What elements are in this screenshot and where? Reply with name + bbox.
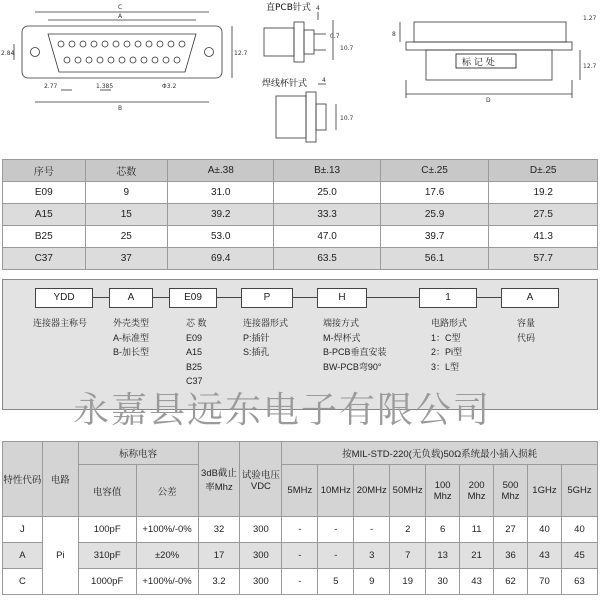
pn-desc-title: 连接器主称号 [33,318,88,328]
table-cell: 63 [561,569,597,595]
pn-desc-main [33,316,87,331]
table-cell: 3 [354,543,390,569]
loss-header-cell [78,442,198,465]
dim-c: C [118,4,123,11]
dim-left: 2.84 [1,50,15,57]
pn-desc-circuit [431,316,467,374]
circuit-cell: Pi [42,517,78,595]
table-cell: 43 [527,543,561,569]
pn-code-box: A [501,288,559,308]
table-cell: 17 [198,543,240,569]
freq-header: 20MHz [354,465,390,517]
table-cell: J [3,517,43,543]
dim-pitch2: 1.385 [96,83,114,90]
pcb-dim-top: 4 [316,5,320,12]
pn-desc-title: 端接方式 [323,318,360,328]
pn-desc-line: P:插针 [243,332,270,343]
solder-dim-1: 10.7 [340,115,354,122]
table-cell: +100%/-0% [136,569,198,595]
pcb-dim-1: 0.7 [330,33,340,40]
pn-desc-line: M-焊杯式 [323,332,361,343]
table-cell: 39.7 [380,226,489,248]
table-cell: 25 [85,226,168,248]
table-cell: 19 [390,569,426,595]
feature-code-header: 特性代码 [3,475,42,486]
table-cell: 300 [240,569,282,595]
table-cell: 39.2 [168,204,274,226]
table-cell: 15 [85,204,168,226]
pn-desc-line: 1：C型 [431,332,461,343]
pn-code-box: A [109,288,153,308]
table-row [3,517,598,543]
table-cell: 40 [561,517,597,543]
dim-hole: Φ3.2 [162,83,177,90]
loss-header-row [3,465,598,517]
table-cell: 300 [240,543,282,569]
pn-code-box: E09 [169,288,217,308]
pn-code-box: P [241,288,293,308]
table-row [3,569,598,595]
table-cell: - [354,517,390,543]
pn-code-box: YDD [35,288,93,308]
table-cell: 45 [561,543,597,569]
table-cell: B25 [3,226,86,248]
table-cell: A15 [3,204,86,226]
dim-header-cell: A±.38 [168,160,274,182]
table-cell: 32 [198,517,240,543]
pcb-pin-view [264,12,333,62]
pn-desc-line: E09 [186,332,203,343]
table-cell: 41.3 [489,226,598,248]
table-cell: 25.0 [274,182,380,204]
table-row [3,182,598,204]
pn-desc-shell [113,316,149,360]
table-row [3,226,598,248]
dim-header-cell: 芯数 [85,160,168,182]
table-cell: 37 [85,248,168,270]
table-cell: 13 [426,543,460,569]
connector-line [93,297,109,298]
pn-desc-title: 芯 数 [186,318,207,328]
pn-desc-line: 代码 [517,332,536,343]
dim-pitch1: 2.77 [44,83,58,90]
table-cell: 21 [460,543,494,569]
table-cell: 300 [240,517,282,543]
table-row [3,204,598,226]
table-cell: 33.3 [274,204,380,226]
freq-header: 5MHz [282,465,318,517]
insertion-loss-table [2,441,598,595]
dim-header-cell: D±.25 [489,160,598,182]
part-number-legend [2,279,598,431]
pn-desc-line: B-加长型 [113,347,150,357]
dim-a: A [118,13,123,20]
pn-desc-line: BW-PCB弯90° [323,361,382,372]
table-cell: 40 [527,517,561,543]
solder-cup-view [276,84,336,142]
pn-desc-line: A-标准型 [113,332,150,343]
table-cell: 31.0 [168,182,274,204]
table-cell: 25.9 [380,204,489,226]
loss-header-cell [3,442,43,517]
side-dim-127a: 1.27 [583,15,597,22]
table-cell: - [318,543,354,569]
table-cell: 43 [460,569,494,595]
pn-desc-line: 2：Pi型 [431,347,463,357]
table-cell: - [318,517,354,543]
pn-desc-termination [323,316,387,374]
pcb-title: 直PCB针式 [266,3,311,13]
pn-desc-title: 连接器形式 [243,318,289,328]
dimension-table [2,159,598,270]
pn-desc-title: 容量 [517,318,536,328]
dim-height: 12.7 [234,50,248,57]
insertion-loss-header: 按MIL-STD-220(无负载)50Ω系统最小插入损耗 [342,449,538,460]
loss-header-cell: 公差 [136,465,198,517]
loss-header-cell [198,442,240,517]
pn-desc-line: 3：L型 [431,361,460,372]
company-watermark: 永嘉县远东电子有限公司 [73,390,492,431]
table-cell: C37 [3,248,86,270]
side-mark-label: 标 记 处 [462,58,495,68]
pn-desc-line: S:插孔 [243,347,270,357]
table-cell: 62 [494,569,528,595]
table-cell: E09 [3,182,86,204]
side-dim-8: 8 [392,31,396,38]
connector-line [293,297,317,298]
pn-desc-line: C37 [186,376,203,386]
dim-table-header [3,160,598,182]
side-dim-d: D [486,97,491,104]
table-cell: 9 [85,182,168,204]
table-cell: 6 [426,517,460,543]
pn-desc-line: B-PCB垂直安装 [323,347,387,357]
nominal-cap-header: 标称电容 [119,449,158,460]
table-cell: 27 [494,517,528,543]
loss-header-cell [282,442,598,465]
freq-header: 500 Mhz [494,465,528,517]
table-cell: 27.5 [489,204,598,226]
pn-desc-capacity [517,316,535,345]
solder-title: 焊线杯针式 [262,79,308,89]
dim-header-cell: B±.13 [274,160,380,182]
pn-desc-line: B25 [186,361,203,372]
cutoff-header: 3dB截止率Mhz [201,468,237,493]
table-cell: 47.0 [274,226,380,248]
table-cell: 53.0 [168,226,274,248]
table-cell: 310pF [78,543,136,569]
table-row [3,543,598,569]
table-cell: 69.4 [168,248,274,270]
table-cell: 9 [354,569,390,595]
table-cell: +100%/-0% [136,517,198,543]
freq-header: 5GHz [561,465,597,517]
pn-desc-pins [186,316,207,389]
pcb-dim-2: 10.7 [340,45,354,52]
table-cell: 1000pF [78,569,136,595]
connector-line [153,297,169,298]
freq-header: 50MHz [390,465,426,517]
solder-dim-top: 4 [322,77,326,84]
voltage-header: 试验电压VDC [241,469,280,492]
table-cell: - [282,569,318,595]
table-cell: 70 [527,569,561,595]
table-cell: 63.5 [274,248,380,270]
connector-drawings [0,0,600,150]
side-dim-127b: 12.7 [583,63,597,70]
loss-header-cell: 电容值 [78,465,136,517]
table-cell: 30 [426,569,460,595]
table-cell: 17.6 [380,182,489,204]
pn-desc-line: A15 [186,347,203,357]
pin-holes [58,41,185,63]
table-cell: 11 [460,517,494,543]
table-cell: C [3,569,43,595]
dim-header-cell: C±.25 [380,160,489,182]
table-cell: 5 [318,569,354,595]
pn-code-box: 1 [419,288,477,308]
table-cell: ±20% [136,543,198,569]
table-cell: 100pF [78,517,136,543]
table-cell: 19.2 [489,182,598,204]
table-cell: 57.7 [489,248,598,270]
table-cell: 56.1 [380,248,489,270]
table-cell: 36 [494,543,528,569]
freq-header: 100 Mhz [426,465,460,517]
connector-line [217,297,241,298]
table-cell: - [282,543,318,569]
circuit-header: 电路 [50,475,70,486]
table-cell: 7 [390,543,426,569]
loss-header-cell [42,442,78,517]
table-cell: 2 [390,517,426,543]
connector-line [367,297,419,298]
table-cell: A [3,543,43,569]
loss-header-row [3,442,598,465]
pn-desc-title: 电路形式 [431,318,468,328]
dim-b: B [118,105,123,112]
freq-header: 1GHz [527,465,561,517]
connector-line [477,297,501,298]
freq-header: 200 Mhz [460,465,494,517]
table-row [3,248,598,270]
table-cell: - [282,517,318,543]
freq-header: 10MHz [318,465,354,517]
pn-desc-title: 外壳类型 [113,318,150,328]
dim-header-cell: 序号 [3,160,86,182]
pn-desc-form [243,316,288,360]
pn-code-box: H [317,288,367,308]
table-cell: 3.2 [198,569,240,595]
loss-header-cell [240,442,282,517]
